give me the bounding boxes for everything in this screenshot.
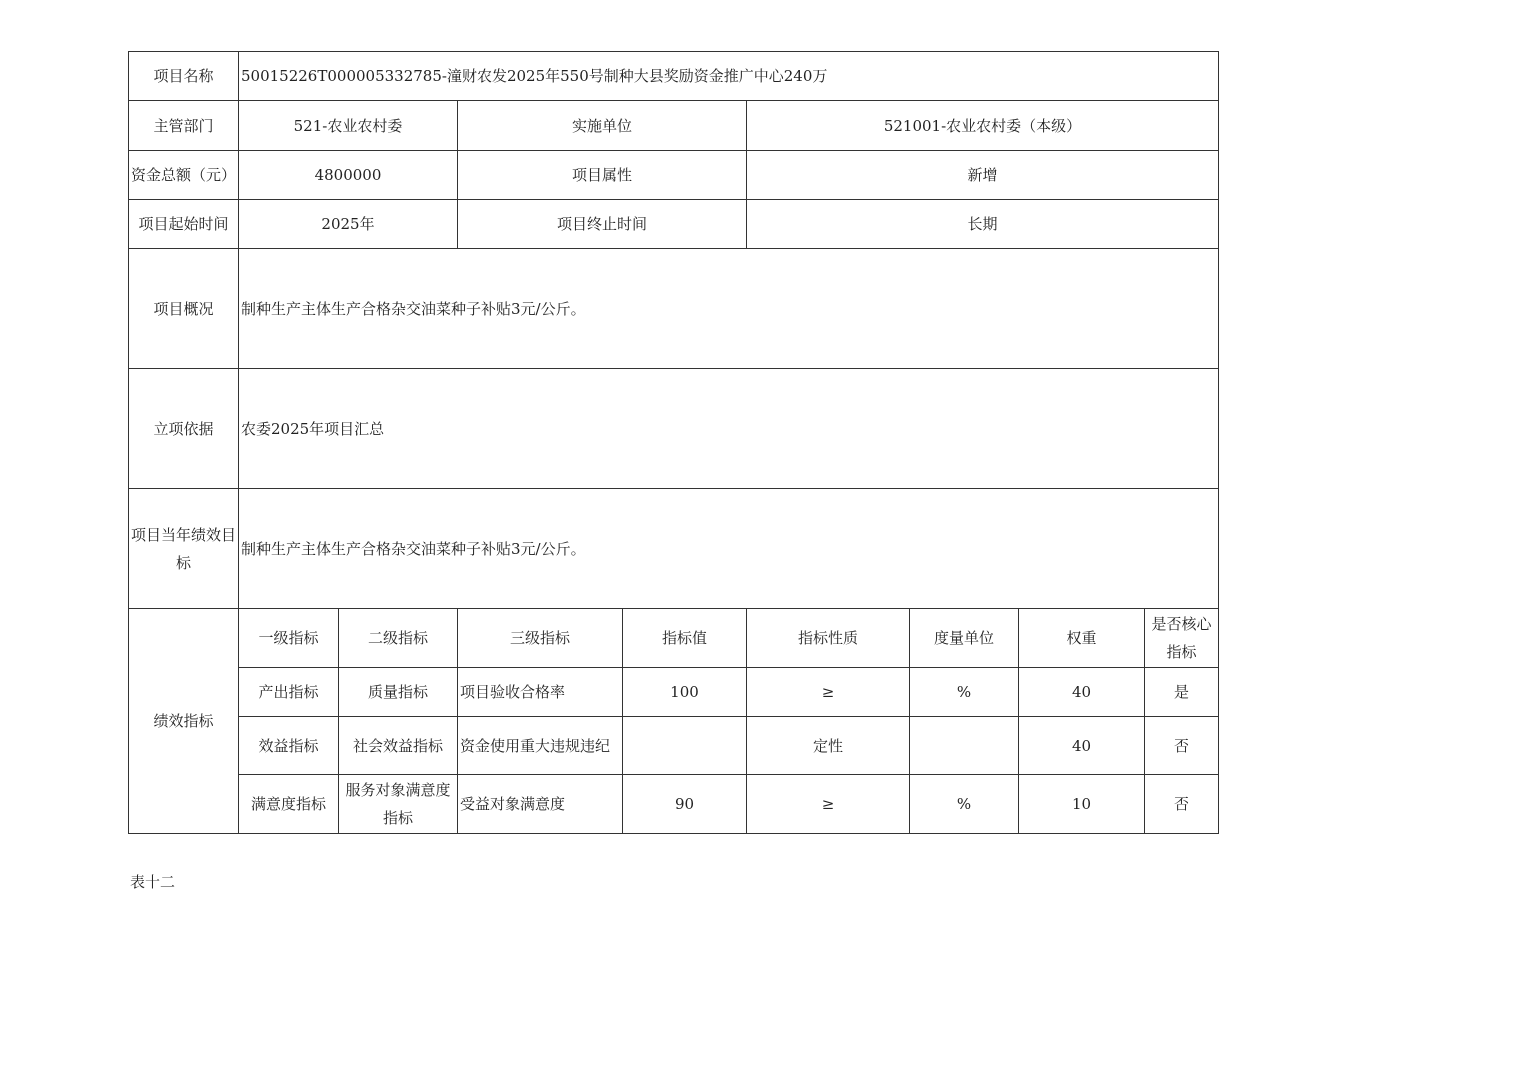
unit-value: 521001-农业农村委（本级） — [747, 101, 1219, 151]
end-label: 项目终止时间 — [458, 200, 747, 249]
row1-level1: 产出指标 — [239, 668, 339, 717]
dept-value: 521-农业农村委 — [239, 101, 458, 151]
row3-unit: % — [910, 775, 1019, 834]
row1-level3: 项目验收合格率 — [458, 668, 623, 717]
overview-label: 项目概况 — [129, 249, 239, 369]
row-goal — [129, 489, 1219, 609]
row1-nature: ≥ — [747, 668, 910, 717]
row1-level2: 质量指标 — [339, 668, 458, 717]
row1-value: 100 — [623, 668, 747, 717]
amount-label: 资金总额（元） — [129, 151, 239, 200]
unit-label: 实施单位 — [458, 101, 747, 151]
row-overview — [129, 249, 1219, 369]
overview-value: 制种生产主体生产合格杂交油菜种子补贴3元/公斤。 — [239, 249, 1219, 369]
row3-level3: 受益对象满意度 — [458, 775, 623, 834]
header-nature: 指标性质 — [747, 609, 910, 668]
goal-value: 制种生产主体生产合格杂交油菜种子补贴3元/公斤。 — [239, 489, 1219, 609]
row3-level2: 服务对象满意度指标 — [339, 775, 458, 834]
end-value: 长期 — [747, 200, 1219, 249]
start-value: 2025年 — [239, 200, 458, 249]
indicator-header-row — [129, 609, 1219, 668]
header-level1: 一级指标 — [239, 609, 339, 668]
indicator-row — [129, 775, 1219, 834]
header-level3: 三级指标 — [458, 609, 623, 668]
row-period — [129, 200, 1219, 249]
row2-level2: 社会效益指标 — [339, 717, 458, 775]
row2-level1: 效益指标 — [239, 717, 339, 775]
indicator-row — [129, 717, 1219, 775]
row1-core: 是 — [1145, 668, 1219, 717]
project-name-label: 项目名称 — [129, 52, 239, 101]
table-number-label: 表十二 — [130, 873, 176, 891]
basis-value: 农委2025年项目汇总 — [239, 369, 1219, 489]
start-label: 项目起始时间 — [129, 200, 239, 249]
goal-label: 项目当年绩效目标 — [129, 489, 239, 609]
row1-weight: 40 — [1019, 668, 1145, 717]
row2-level3: 资金使用重大违规违纪 — [458, 717, 623, 775]
project-name-value: 50015226T000005332785-潼财农发2025年550号制种大县奖励资金推广中心240万 — [239, 52, 1219, 101]
row3-level1: 满意度指标 — [239, 775, 339, 834]
indicator-row — [129, 668, 1219, 717]
row2-core: 否 — [1145, 717, 1219, 775]
indicators-section-label: 绩效指标 — [129, 609, 239, 834]
row3-weight: 10 — [1019, 775, 1145, 834]
amount-value: 4800000 — [239, 151, 458, 200]
attr-value: 新增 — [747, 151, 1219, 200]
basis-label: 立项依据 — [129, 369, 239, 489]
row2-nature: 定性 — [747, 717, 910, 775]
row3-nature: ≥ — [747, 775, 910, 834]
header-weight: 权重 — [1019, 609, 1145, 668]
row3-value: 90 — [623, 775, 747, 834]
attr-label: 项目属性 — [458, 151, 747, 200]
header-unit: 度量单位 — [910, 609, 1019, 668]
row2-unit — [910, 717, 1019, 775]
header-value: 指标值 — [623, 609, 747, 668]
header-level2: 二级指标 — [339, 609, 458, 668]
row-project-name — [129, 52, 1219, 101]
row-department — [129, 101, 1219, 151]
dept-label: 主管部门 — [129, 101, 239, 151]
row1-unit: % — [910, 668, 1019, 717]
row-amount — [129, 151, 1219, 200]
row2-weight: 40 — [1019, 717, 1145, 775]
project-performance-table — [128, 51, 1219, 834]
header-core: 是否核心指标 — [1145, 609, 1219, 668]
row-basis — [129, 369, 1219, 489]
row2-value — [623, 717, 747, 775]
row3-core: 否 — [1145, 775, 1219, 834]
